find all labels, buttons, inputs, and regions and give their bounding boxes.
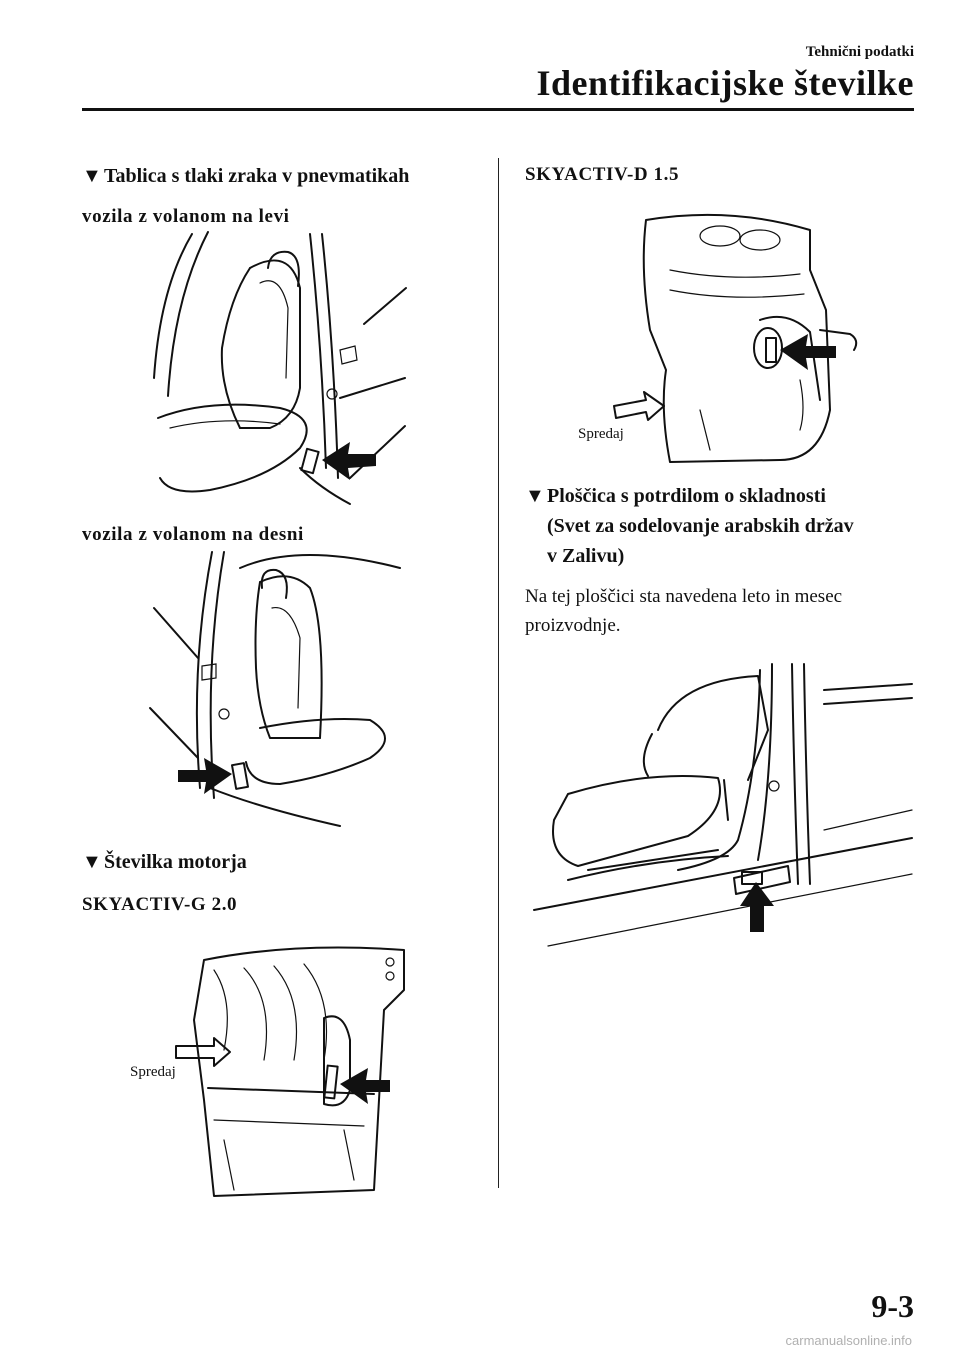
heading-engine-number [82,846,247,878]
heading-gcc-line-1: Ploščica s potrdilom o skladnosti [547,485,826,507]
label-skyactiv-d: SKYACTIV-D 1.5 [525,164,680,185]
column-divider [498,158,499,1188]
watermark-text: carmanualsonline.info [785,1333,912,1348]
page-number: 9-3 [871,1288,914,1324]
figure-engine-skyactiv-g [174,940,404,1202]
label-left-hand-drive: vozila z volanom na levi [82,206,290,227]
figure-label-front-d: Spredaj [578,426,624,442]
heading-gcc-line-3: v Zalivu) [547,545,625,567]
heading-gcc-compliance [525,480,826,512]
figure-lhd-door-pillar [150,228,410,510]
page-title: Identifikacijske številke [536,63,914,103]
triangle-bullet-icon: ▼ [525,485,545,507]
heading-engine-number-text: Številka motorja [104,851,247,873]
label-skyactiv-g: SKYACTIV-G 2.0 [82,894,238,915]
heading-tire-pressure [82,160,409,192]
triangle-bullet-icon: ▼ [82,851,102,873]
header-rule [82,108,914,111]
figure-compliance-plate [528,660,912,950]
figure-engine-skyactiv-d [610,210,880,468]
body-text-line-1: Na tej ploščici sta navedena leto in mesec [525,586,843,607]
figure-label-front-g: Spredaj [130,1064,176,1080]
heading-tire-pressure-text: Tablica s tlaki zraka v pnevmatikah [104,165,410,187]
body-text-line-2: proizvodnje. [525,615,621,636]
section-title: Tehnični podatki [805,44,914,60]
label-right-hand-drive: vozila z volanom na desni [82,524,304,545]
heading-gcc-line-2: (Svet za sodelovanje arabskih držav [547,515,854,537]
figure-rhd-door-pillar [150,548,410,830]
triangle-bullet-icon: ▼ [82,165,102,187]
